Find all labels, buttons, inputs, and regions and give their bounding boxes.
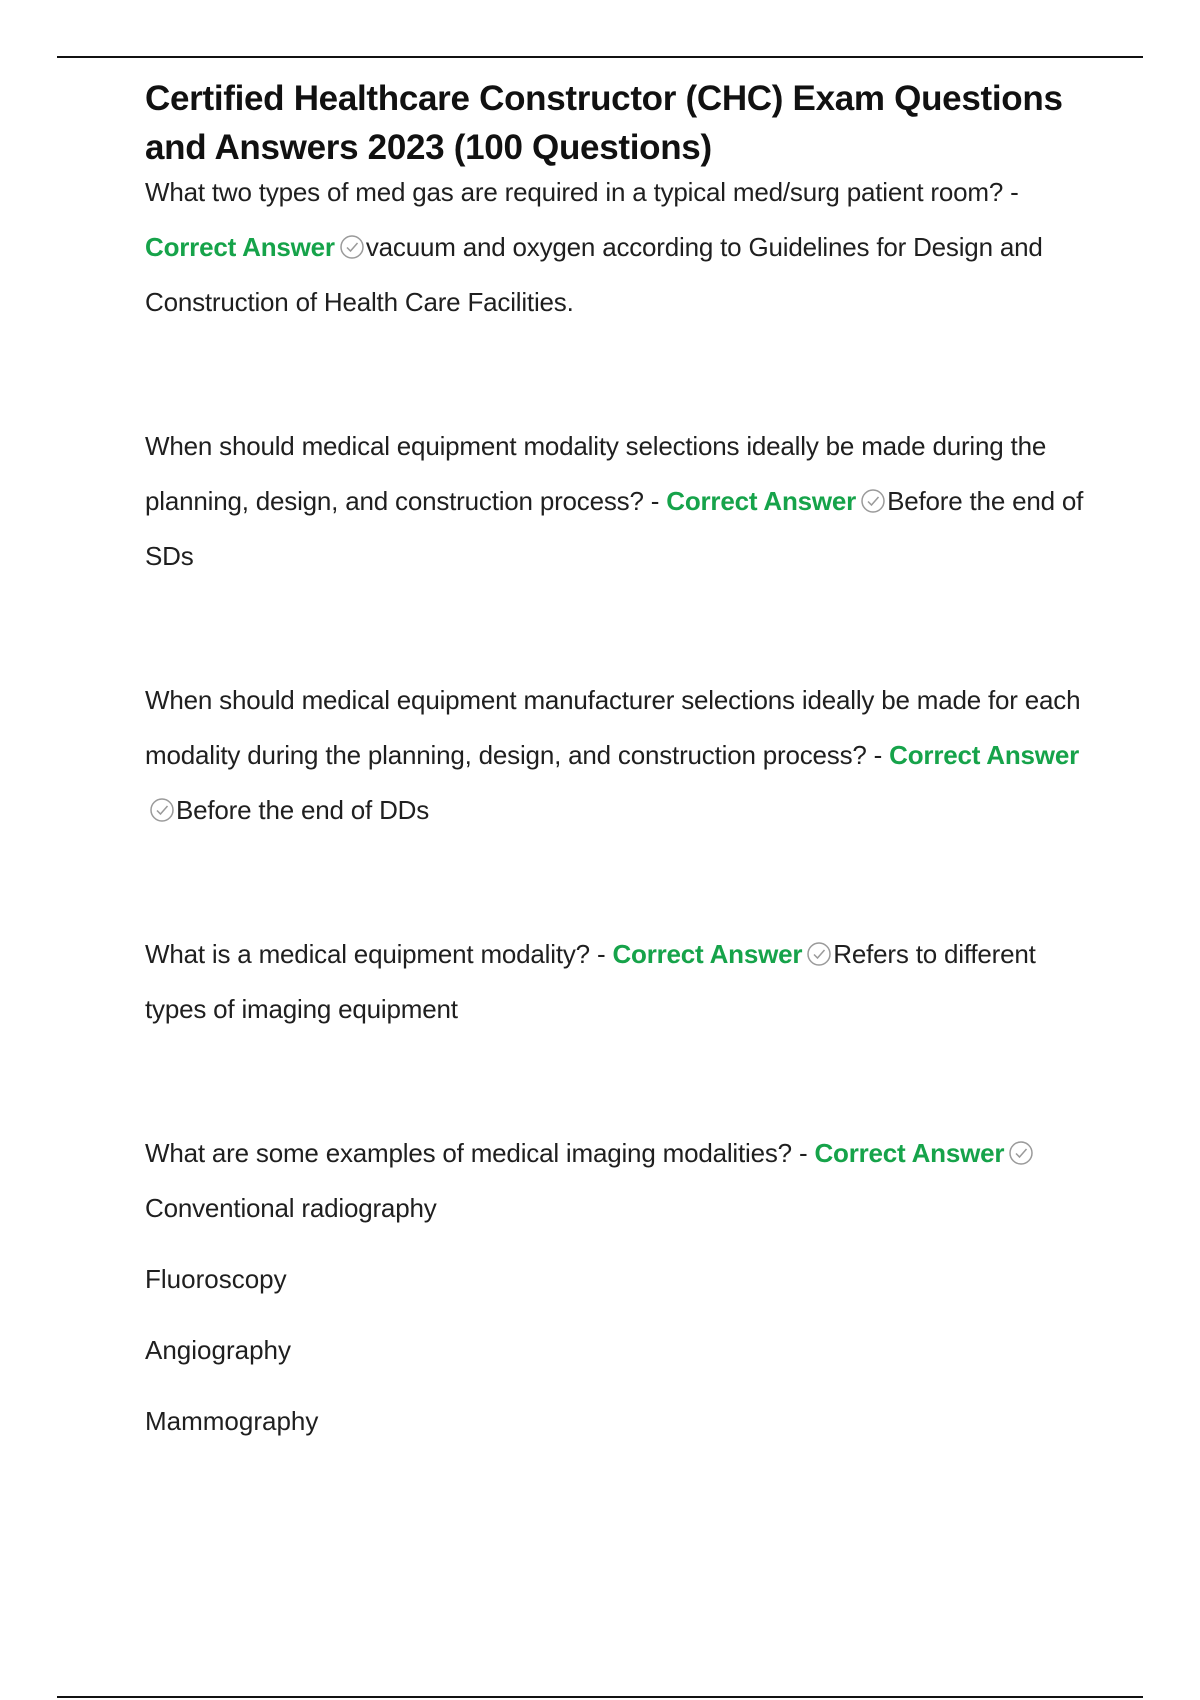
check-circle-icon <box>806 941 832 967</box>
correct-answer-label: Correct Answer <box>612 939 803 969</box>
qa-item: What are some examples of medical imaging modalities? - Correct Answer Conventional radiography <box>145 1126 1090 1236</box>
answer-text: vacuum and oxygen according to Guidelines for Design and Construction of Health Care Facilities. <box>145 232 1043 317</box>
answer-text: Before the end of DDs <box>176 795 430 825</box>
correct-answer-label: Correct Answer <box>889 740 1080 770</box>
answer-continuation-line: Mammography <box>145 1406 319 1436</box>
bottom-rule <box>57 1696 1143 1698</box>
correct-answer-label: Correct Answer <box>814 1138 1005 1168</box>
question-text: When should medical equipment manufacturer selections ideally be made for each modality during the planning, design, and construction process? <box>145 685 1081 770</box>
answer-text: Refers to different types of imaging equipment <box>145 939 1036 1024</box>
document-body <box>145 74 1090 1449</box>
answer-text: Conventional radiography <box>145 1193 437 1223</box>
check-circle-icon <box>1008 1140 1034 1166</box>
answer-text: Before the end of SDs <box>145 486 1084 571</box>
answer-continuation-line: Angiography <box>145 1335 291 1365</box>
check-circle-icon <box>339 234 365 260</box>
qa-item: What two types of med gas are required in a typical med/surg patient room? - Correct Answer vacuum and oxygen according to Guidelines for Design and Construction of Health Care Facilities. <box>145 177 1043 317</box>
question-text: What two types of med gas are required in a typical med/surg patient room? <box>145 177 1004 207</box>
question-text: When should medical equipment modality selections ideally be made during the planning, design, and construction process? <box>145 431 1047 516</box>
qa-item: When should medical equipment modality selections ideally be made during the planning, design, and construction process? - Correct Answer Before the end of SDs <box>145 431 1084 571</box>
correct-answer-label: Correct Answer <box>666 486 857 516</box>
top-rule <box>57 56 1143 58</box>
check-circle-icon <box>149 797 175 823</box>
question-text: What is a medical equipment modality? <box>145 939 590 969</box>
question-text: What are some examples of medical imaging modalities? <box>145 1138 792 1168</box>
qa-item: What is a medical equipment modality? - Correct Answer Refers to different types of imaging equipment <box>145 939 1036 1024</box>
check-circle-icon <box>860 488 886 514</box>
document-title: Certified Healthcare Constructor (CHC) Exam Questions and Answers 2023 (100 Questions) <box>145 79 1063 167</box>
answer-continuation-line: Fluoroscopy <box>145 1264 287 1294</box>
qa-item: When should medical equipment manufacturer selections ideally be made for each modality during the planning, design, and construction process? - Correct Answer Before the end of DDs <box>145 685 1081 825</box>
correct-answer-label: Correct Answer <box>145 232 335 262</box>
